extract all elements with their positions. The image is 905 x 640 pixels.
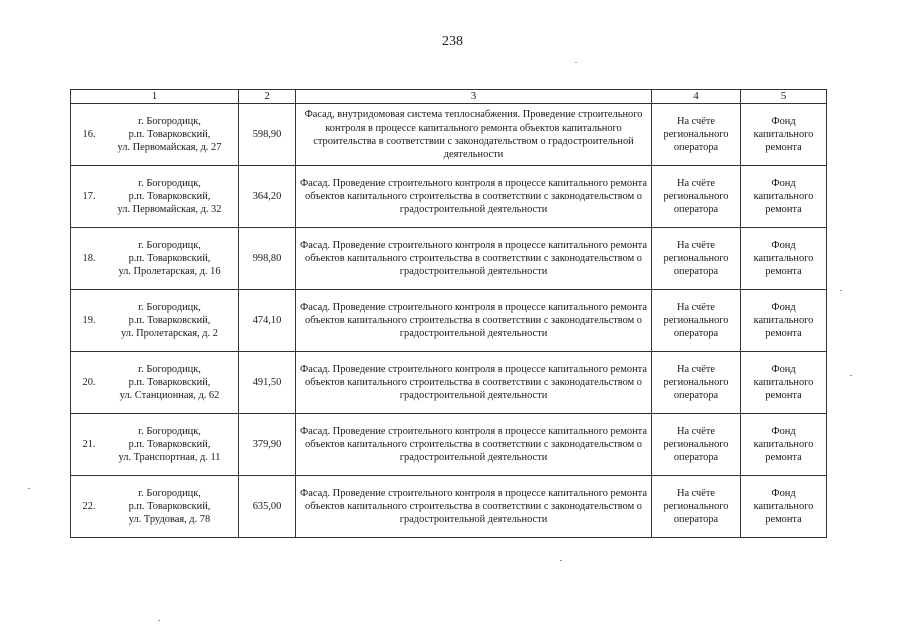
row-number: 20. xyxy=(82,377,96,389)
funding-source-cell: Фонд капитального ремонта xyxy=(741,166,827,228)
table-row xyxy=(71,476,827,538)
address-cell xyxy=(71,476,239,538)
address-cell xyxy=(71,290,239,352)
funding-source-cell: Фонд капитального ремонта xyxy=(741,228,827,290)
row-number: 17. xyxy=(82,191,96,203)
address-city: г. Богородицк, xyxy=(138,363,201,375)
address-cell xyxy=(71,228,239,290)
address-city: г. Богородицк, xyxy=(138,239,201,251)
page-number: 238 xyxy=(442,34,463,49)
address-cell xyxy=(71,414,239,476)
address xyxy=(104,425,235,465)
account-type-cell: На счёте регионального оператора xyxy=(652,476,741,538)
header-row xyxy=(71,90,827,104)
address xyxy=(104,301,235,341)
works-description-cell: Фасад. Проведение строительного контроля в процессе капитального ремонта объектов капитального строительства в соответствии с законодательством о градостроительной деятельности xyxy=(296,476,652,538)
row-number: 19. xyxy=(82,315,96,327)
table-row xyxy=(71,290,827,352)
address-cell xyxy=(71,104,239,166)
funding-source-cell: Фонд капитального ремонта xyxy=(741,414,827,476)
address xyxy=(104,487,235,527)
address-street: ул. Первомайская, д. 32 xyxy=(117,204,222,216)
address-street: ул. Транспортная, д. 11 xyxy=(118,452,221,464)
area-cell: 364,20 xyxy=(239,166,296,228)
address-street: ул. Пролетарская, д. 16 xyxy=(118,266,221,278)
area-cell: 491,50 xyxy=(239,352,296,414)
table-row xyxy=(71,104,827,166)
address xyxy=(104,363,235,403)
works-description-cell: Фасад. Проведение строительного контроля в процессе капитального ремонта объектов капитального строительства в соответствии с законодательством о градостроительной деятельности xyxy=(296,228,652,290)
column-header: 4 xyxy=(652,90,741,104)
address-settlement: р.п. Товарковский, xyxy=(128,501,211,513)
area-cell: 635,00 xyxy=(239,476,296,538)
address-street: ул. Станционная, д. 62 xyxy=(119,390,220,402)
column-header: 3 xyxy=(296,90,652,104)
account-type-cell: На счёте регионального оператора xyxy=(652,352,741,414)
works-description-cell: Фасад. Проведение строительного контроля в процессе капитального ремонта объектов капитального строительства в соответствии с законодательством о градостроительной деятельности xyxy=(296,166,652,228)
funding-source-cell: Фонд капитального ремонта xyxy=(741,290,827,352)
account-type-cell: На счёте регионального оператора xyxy=(652,166,741,228)
column-header: 5 xyxy=(741,90,827,104)
address xyxy=(104,115,235,155)
works-description-cell: Фасад. Проведение строительного контроля в процессе капитального ремонта объектов капитального строительства в соответствии с законодательством о градостроительной деятельности xyxy=(296,414,652,476)
funding-source-cell: Фонд капитального ремонта xyxy=(741,476,827,538)
column-header: 2 xyxy=(239,90,296,104)
area-cell: 474,10 xyxy=(239,290,296,352)
address-settlement: р.п. Товарковский, xyxy=(128,253,211,265)
row-number: 22. xyxy=(82,501,96,513)
account-type-cell: На счёте регионального оператора xyxy=(652,104,741,166)
scan-speck xyxy=(28,488,30,489)
address-settlement: р.п. Товарковский, xyxy=(128,191,211,203)
works-description-cell: Фасад. Проведение строительного контроля в процессе капитального ремонта объектов капитального строительства в соответствии с законодательством о градостроительной деятельности xyxy=(296,352,652,414)
account-type-cell: На счёте регионального оператора xyxy=(652,414,741,476)
scan-speck xyxy=(850,375,852,376)
address-settlement: р.п. Товарковский, xyxy=(128,315,211,327)
table-row xyxy=(71,228,827,290)
table-row xyxy=(71,414,827,476)
address-city: г. Богородицк, xyxy=(138,115,201,127)
area-cell: 379,90 xyxy=(239,414,296,476)
address-city: г. Богородицк, xyxy=(138,177,201,189)
works-description-cell: Фасад, внутридомовая система теплоснабжения. Проведение строительного контроля в процессе капитального ремонта объектов капитального строительства в соответствии с законодательством о градостроительной деятельности xyxy=(296,104,652,166)
address-city: г. Богородицк, xyxy=(138,425,201,437)
address-city: г. Богородицк, xyxy=(138,301,201,313)
address xyxy=(104,239,235,279)
address-settlement: р.п. Товарковский, xyxy=(128,439,211,451)
address-settlement: р.п. Товарковский, xyxy=(128,377,211,389)
address-street: ул. Первомайская, д. 27 xyxy=(117,142,222,154)
address-city: г. Богородицк, xyxy=(138,487,201,499)
address-cell xyxy=(71,166,239,228)
account-type-cell: На счёте регионального оператора xyxy=(652,290,741,352)
table-row xyxy=(71,166,827,228)
row-number: 21. xyxy=(82,439,96,451)
scan-speck xyxy=(575,62,577,63)
account-type-cell: На счёте регионального оператора xyxy=(652,228,741,290)
funding-source-cell: Фонд капитального ремонта xyxy=(741,352,827,414)
address-cell xyxy=(71,352,239,414)
area-cell: 998,80 xyxy=(239,228,296,290)
address-settlement: р.п. Товарковский, xyxy=(128,129,211,141)
scan-speck xyxy=(158,620,160,621)
scan-speck xyxy=(840,290,842,291)
column-header: 1 xyxy=(71,90,239,104)
funding-source-cell: Фонд капитального ремонта xyxy=(741,104,827,166)
area-cell: 598,90 xyxy=(239,104,296,166)
address xyxy=(104,177,235,217)
address-street: ул. Пролетарская, д. 2 xyxy=(121,328,218,340)
works-description-cell: Фасад. Проведение строительного контроля в процессе капитального ремонта объектов капитального строительства в соответствии с законодательством о градостроительной деятельности xyxy=(296,290,652,352)
row-number: 18. xyxy=(82,253,96,265)
works-table xyxy=(70,89,827,538)
address-street: ул. Трудовая, д. 78 xyxy=(128,514,211,526)
row-number: 16. xyxy=(82,129,96,141)
table-row xyxy=(71,352,827,414)
scan-speck xyxy=(560,560,562,561)
